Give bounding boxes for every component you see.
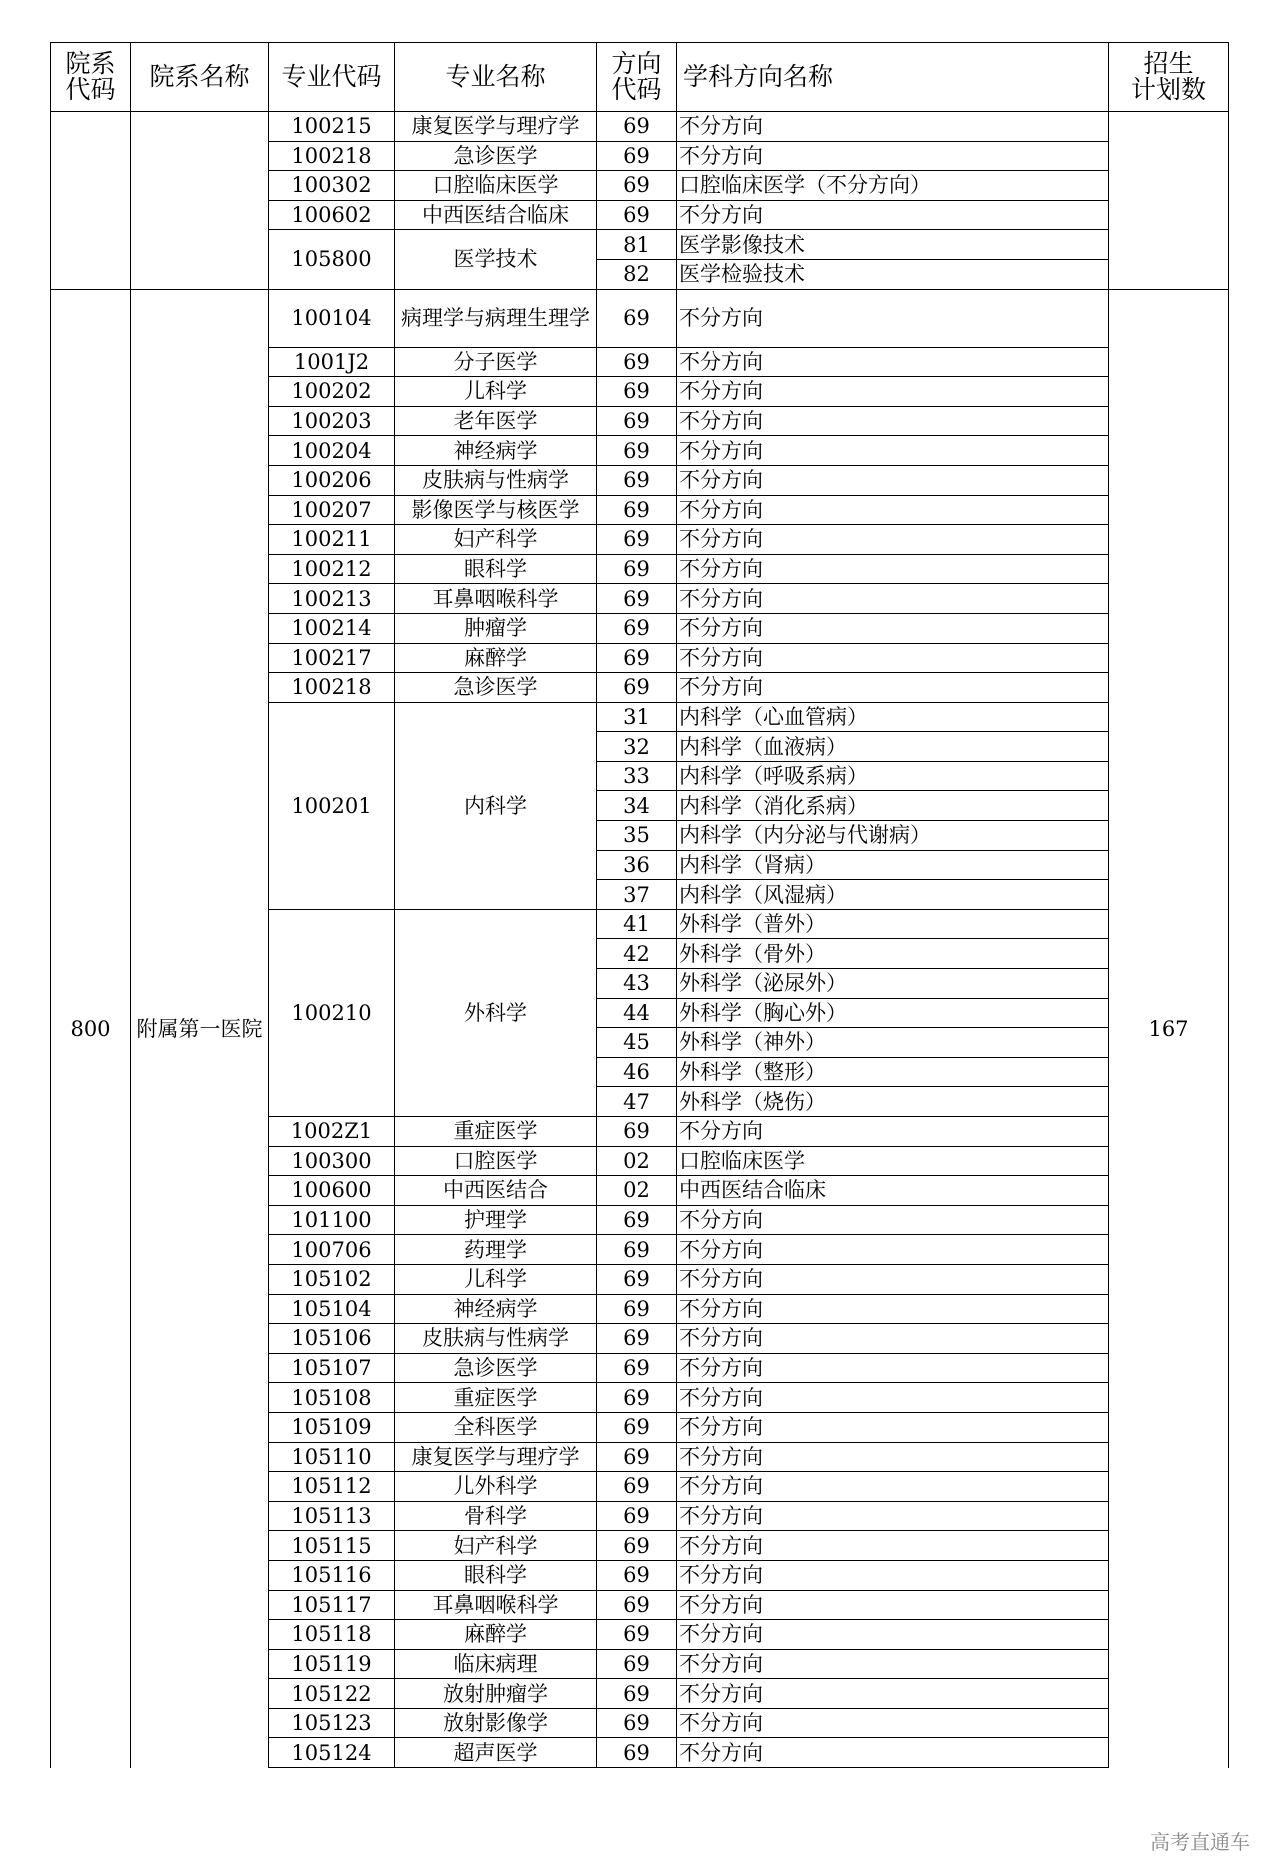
major-code-cell: 100104 (269, 289, 395, 347)
major-code-cell: 100210 (269, 909, 395, 1116)
dir-name-cell: 内科学（心血管病） (677, 702, 1109, 732)
major-name-cell: 放射肿瘤学 (395, 1679, 597, 1709)
major-name-cell: 医学技术 (395, 230, 597, 289)
quota-cell (1109, 112, 1229, 290)
dir-name-cell: 不分方向 (677, 1324, 1109, 1354)
dir-name-cell: 内科学（内分泌与代谢病） (677, 821, 1109, 851)
dept-code-cell: 800 (51, 289, 131, 1768)
major-name-cell: 重症医学 (395, 1117, 597, 1147)
major-name-cell: 外科学 (395, 909, 597, 1116)
dir-name-cell: 不分方向 (677, 1620, 1109, 1650)
dir-name-cell: 不分方向 (677, 1590, 1109, 1620)
dir-code-cell: 69 (597, 525, 677, 555)
dir-code-cell: 45 (597, 1028, 677, 1058)
dir-code-cell: 36 (597, 850, 677, 880)
dir-code-cell: 69 (597, 1294, 677, 1324)
dir-name-cell: 内科学（消化系病） (677, 791, 1109, 821)
table-row (51, 289, 1229, 347)
dir-name-cell: 不分方向 (677, 1738, 1109, 1768)
dir-code-cell: 69 (597, 200, 677, 230)
major-name-cell: 急诊医学 (395, 141, 597, 171)
dir-code-cell: 34 (597, 791, 677, 821)
dir-code-cell: 69 (597, 1205, 677, 1235)
dir-code-cell: 82 (597, 259, 677, 289)
major-name-cell: 急诊医学 (395, 1353, 597, 1383)
major-name-cell: 护理学 (395, 1205, 597, 1235)
dir-code-cell: 69 (597, 1324, 677, 1354)
dir-name-cell: 外科学（泌尿外） (677, 969, 1109, 999)
dir-name-cell: 不分方向 (677, 1412, 1109, 1442)
major-code-cell: 100218 (269, 141, 395, 171)
major-code-cell: 100214 (269, 613, 395, 643)
dir-name-cell: 不分方向 (677, 673, 1109, 703)
group-continued (51, 112, 1229, 290)
header-major-code: 专业代码 (269, 43, 395, 112)
major-name-cell: 老年医学 (395, 406, 597, 436)
group-800 (51, 289, 1229, 1768)
major-name-cell: 儿科学 (395, 377, 597, 407)
major-name-cell: 儿外科学 (395, 1472, 597, 1502)
major-code-cell: 105110 (269, 1442, 395, 1472)
major-code-cell: 1002Z1 (269, 1117, 395, 1147)
dir-name-cell: 医学检验技术 (677, 259, 1109, 289)
major-code-cell: 105119 (269, 1649, 395, 1679)
dir-code-cell: 37 (597, 880, 677, 910)
major-name-cell: 临床病理 (395, 1649, 597, 1679)
major-name-cell: 口腔临床医学 (395, 171, 597, 201)
major-code-cell: 105117 (269, 1590, 395, 1620)
dir-code-cell: 69 (597, 1708, 677, 1738)
major-name-cell: 神经病学 (395, 436, 597, 466)
dir-code-cell: 43 (597, 969, 677, 999)
dir-name-cell: 不分方向 (677, 584, 1109, 614)
major-code-cell: 100600 (269, 1176, 395, 1206)
dir-name-cell: 不分方向 (677, 1531, 1109, 1561)
major-code-cell: 100203 (269, 406, 395, 436)
dir-code-cell: 69 (597, 1738, 677, 1768)
dir-code-cell: 35 (597, 821, 677, 851)
major-name-cell: 皮肤病与性病学 (395, 465, 597, 495)
watermark: 高考直通车 (1150, 1830, 1250, 1854)
dir-code-cell: 44 (597, 998, 677, 1028)
major-code-cell: 100218 (269, 673, 395, 703)
dir-name-cell: 外科学（胸心外） (677, 998, 1109, 1028)
dir-code-cell: 81 (597, 230, 677, 260)
dir-name-cell: 不分方向 (677, 1205, 1109, 1235)
major-name-cell: 中西医结合临床 (395, 200, 597, 230)
dir-name-cell: 不分方向 (677, 525, 1109, 555)
dir-name-cell: 不分方向 (677, 377, 1109, 407)
dir-name-cell: 内科学（风湿病） (677, 880, 1109, 910)
major-name-cell: 分子医学 (395, 347, 597, 377)
dir-code-cell: 32 (597, 732, 677, 762)
dir-code-cell: 69 (597, 1620, 677, 1650)
dir-name-cell: 不分方向 (677, 289, 1109, 347)
major-code-cell: 105109 (269, 1412, 395, 1442)
major-name-cell: 妇产科学 (395, 525, 597, 555)
table-row (51, 112, 1229, 142)
major-code-cell: 105106 (269, 1324, 395, 1354)
dept-name-cell: 附属第一医院 (131, 289, 269, 1768)
major-code-cell: 105102 (269, 1264, 395, 1294)
major-name-cell: 药理学 (395, 1235, 597, 1265)
header-dept-code: 院系 代码 (51, 43, 131, 112)
major-name-cell: 神经病学 (395, 1294, 597, 1324)
dir-code-cell: 69 (597, 1412, 677, 1442)
major-name-cell: 康复医学与理疗学 (395, 112, 597, 142)
header-major-name: 专业名称 (395, 43, 597, 112)
dir-code-cell: 69 (597, 1442, 677, 1472)
dir-code-cell: 69 (597, 1590, 677, 1620)
dir-name-cell: 不分方向 (677, 1383, 1109, 1413)
major-code-cell: 105107 (269, 1353, 395, 1383)
dir-name-cell: 外科学（烧伤） (677, 1087, 1109, 1117)
quota-cell: 167 (1109, 289, 1229, 1768)
dir-name-cell: 医学影像技术 (677, 230, 1109, 260)
dir-code-cell: 69 (597, 495, 677, 525)
major-code-cell: 105800 (269, 230, 395, 289)
dir-name-cell: 口腔临床医学（不分方向） (677, 171, 1109, 201)
dir-code-cell: 69 (597, 171, 677, 201)
header-dir-name: 学科方向名称 (677, 43, 1109, 112)
major-name-cell: 放射影像学 (395, 1708, 597, 1738)
dir-code-cell: 47 (597, 1087, 677, 1117)
dir-code-cell: 31 (597, 702, 677, 732)
dir-code-cell: 46 (597, 1057, 677, 1087)
major-name-cell: 康复医学与理疗学 (395, 1442, 597, 1472)
major-name-cell: 超声医学 (395, 1738, 597, 1768)
dir-name-cell: 不分方向 (677, 1501, 1109, 1531)
dir-name-cell: 外科学（神外） (677, 1028, 1109, 1058)
major-name-cell: 麻醉学 (395, 1620, 597, 1650)
dir-code-cell: 41 (597, 909, 677, 939)
major-name-cell: 耳鼻咽喉科学 (395, 1590, 597, 1620)
dir-name-cell: 外科学（骨外） (677, 939, 1109, 969)
major-name-cell: 骨科学 (395, 1501, 597, 1531)
major-name-cell: 影像医学与核医学 (395, 495, 597, 525)
major-code-cell: 100211 (269, 525, 395, 555)
dir-name-cell: 不分方向 (677, 1649, 1109, 1679)
dir-code-cell: 69 (597, 289, 677, 347)
dir-name-cell: 外科学（整形） (677, 1057, 1109, 1087)
dir-name-cell: 不分方向 (677, 1708, 1109, 1738)
major-name-cell: 皮肤病与性病学 (395, 1324, 597, 1354)
dir-code-cell: 69 (597, 1560, 677, 1590)
dir-name-cell: 内科学（肾病） (677, 850, 1109, 880)
dir-name-cell: 不分方向 (677, 406, 1109, 436)
major-code-cell: 105113 (269, 1501, 395, 1531)
major-name-cell: 口腔医学 (395, 1146, 597, 1176)
dir-code-cell: 69 (597, 1649, 677, 1679)
dir-name-cell: 不分方向 (677, 347, 1109, 377)
major-name-cell: 重症医学 (395, 1383, 597, 1413)
header-dir-code: 方向 代码 (597, 43, 677, 112)
dir-name-cell: 不分方向 (677, 141, 1109, 171)
dir-code-cell: 69 (597, 554, 677, 584)
major-name-cell: 全科医学 (395, 1412, 597, 1442)
dept-name-cell (131, 112, 269, 290)
dir-code-cell: 69 (597, 613, 677, 643)
dir-code-cell: 69 (597, 377, 677, 407)
major-code-cell: 105116 (269, 1560, 395, 1590)
dir-name-cell: 不分方向 (677, 1679, 1109, 1709)
major-code-cell: 100300 (269, 1146, 395, 1176)
major-code-cell: 105112 (269, 1472, 395, 1502)
major-code-cell: 105108 (269, 1383, 395, 1413)
dir-name-cell: 不分方向 (677, 1264, 1109, 1294)
dir-name-cell: 不分方向 (677, 200, 1109, 230)
major-name-cell: 病理学与病理生理学 (395, 289, 597, 347)
dir-name-cell: 不分方向 (677, 436, 1109, 466)
major-code-cell: 100302 (269, 171, 395, 201)
major-code-cell: 105104 (269, 1294, 395, 1324)
dept-code-cell (51, 112, 131, 290)
major-code-cell: 105118 (269, 1620, 395, 1650)
dir-code-cell: 69 (597, 1531, 677, 1561)
dir-name-cell: 不分方向 (677, 1235, 1109, 1265)
dir-name-cell: 外科学（普外） (677, 909, 1109, 939)
major-code-cell: 100706 (269, 1235, 395, 1265)
major-name-cell: 中西医结合 (395, 1176, 597, 1206)
major-name-cell: 麻醉学 (395, 643, 597, 673)
dir-code-cell: 69 (597, 112, 677, 142)
major-code-cell: 100207 (269, 495, 395, 525)
major-name-cell: 急诊医学 (395, 673, 597, 703)
dir-code-cell: 42 (597, 939, 677, 969)
dir-code-cell: 69 (597, 347, 677, 377)
major-name-cell: 肿瘤学 (395, 613, 597, 643)
dir-code-cell: 02 (597, 1176, 677, 1206)
major-name-cell: 眼科学 (395, 554, 597, 584)
dir-name-cell: 不分方向 (677, 1472, 1109, 1502)
dir-name-cell: 不分方向 (677, 112, 1109, 142)
dir-name-cell: 不分方向 (677, 1353, 1109, 1383)
major-name-cell: 眼科学 (395, 1560, 597, 1590)
header-dept-name: 院系名称 (131, 43, 269, 112)
dir-name-cell: 不分方向 (677, 1560, 1109, 1590)
major-name-cell: 妇产科学 (395, 1531, 597, 1561)
dir-code-cell: 69 (597, 465, 677, 495)
major-code-cell: 105123 (269, 1708, 395, 1738)
dir-code-cell: 69 (597, 1472, 677, 1502)
dir-code-cell: 69 (597, 406, 677, 436)
dir-code-cell: 69 (597, 1679, 677, 1709)
dir-name-cell: 不分方向 (677, 554, 1109, 584)
major-code-cell: 100217 (269, 643, 395, 673)
major-code-cell: 100602 (269, 200, 395, 230)
major-code-cell: 100204 (269, 436, 395, 466)
major-code-cell: 100201 (269, 702, 395, 909)
enrollment-table (50, 42, 1229, 1768)
dir-name-cell: 不分方向 (677, 1294, 1109, 1324)
dir-code-cell: 69 (597, 1264, 677, 1294)
dir-name-cell: 中西医结合临床 (677, 1176, 1109, 1206)
dir-code-cell: 69 (597, 1353, 677, 1383)
major-code-cell: 100202 (269, 377, 395, 407)
dir-name-cell: 口腔临床医学 (677, 1146, 1109, 1176)
dir-name-cell: 不分方向 (677, 1117, 1109, 1147)
major-code-cell: 1001J2 (269, 347, 395, 377)
major-code-cell: 101100 (269, 1205, 395, 1235)
major-code-cell: 100206 (269, 465, 395, 495)
dir-code-cell: 69 (597, 1117, 677, 1147)
dir-code-cell: 02 (597, 1146, 677, 1176)
major-name-cell: 耳鼻咽喉科学 (395, 584, 597, 614)
dir-name-cell: 不分方向 (677, 1442, 1109, 1472)
dir-name-cell: 内科学（呼吸系病） (677, 761, 1109, 791)
dir-code-cell: 69 (597, 1235, 677, 1265)
dir-code-cell: 69 (597, 584, 677, 614)
dir-name-cell: 不分方向 (677, 613, 1109, 643)
dir-code-cell: 69 (597, 643, 677, 673)
major-code-cell: 100213 (269, 584, 395, 614)
dir-name-cell: 不分方向 (677, 495, 1109, 525)
dir-code-cell: 33 (597, 761, 677, 791)
major-code-cell: 105124 (269, 1738, 395, 1768)
major-code-cell: 105115 (269, 1531, 395, 1561)
major-code-cell: 100212 (269, 554, 395, 584)
dir-name-cell: 内科学（血液病） (677, 732, 1109, 762)
dir-name-cell: 不分方向 (677, 643, 1109, 673)
dir-code-cell: 69 (597, 1501, 677, 1531)
dir-code-cell: 69 (597, 1383, 677, 1413)
header-quota: 招生 计划数 (1109, 43, 1229, 112)
dir-name-cell: 不分方向 (677, 465, 1109, 495)
dir-code-cell: 69 (597, 141, 677, 171)
header-row (51, 43, 1229, 112)
major-code-cell: 105122 (269, 1679, 395, 1709)
major-name-cell: 内科学 (395, 702, 597, 909)
dir-code-cell: 69 (597, 436, 677, 466)
dir-code-cell: 69 (597, 673, 677, 703)
major-name-cell: 儿科学 (395, 1264, 597, 1294)
major-code-cell: 100215 (269, 112, 395, 142)
